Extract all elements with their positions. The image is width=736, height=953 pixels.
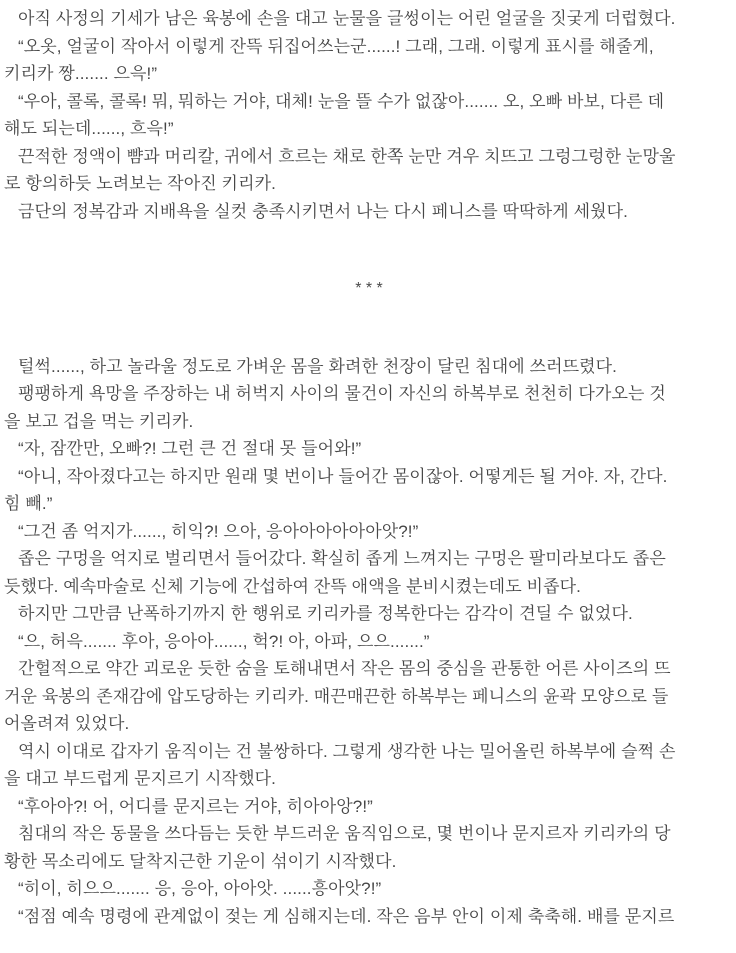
text-line: “자, 잠깐만, 오빠?! 그런 큰 건 절대 못 들어와!”	[18, 439, 362, 458]
text-line: 아직 사정의 기세가 남은 육봉에 손을 대고 눈물을 글썽이는 어린 얼굴을 짓궂게 더럽혔다.	[18, 9, 676, 28]
text-line: 을 대고 부드럽게 문지르기 시작했다.	[4, 769, 276, 788]
text-line: 키리카 짱....... 으윽!”	[4, 64, 158, 83]
text-line: 침대의 작은 동물을 쓰다듬는 듯한 부드러운 움직임으로, 몇 번이나 문지르자 키리카의 당	[18, 824, 671, 843]
text-line: 황한 목소리에도 달착지근한 기운이 섞이기 시작했다.	[4, 851, 397, 871]
text-line: “그건 좀 억지가......, 히익?! 으아, 응아아아아아아앗?!”	[18, 521, 419, 541]
text-line: 팽팽하게 욕망을 주장하는 내 허벅지 사이의 물건이 자신의 하복부로 천천히 다가오는 것	[18, 384, 666, 403]
text-line: 끈적한 정액이 뺨과 머리칼, 귀에서 흐르는 채로 한쪽 눈만 겨우 치뜨고 그렁그렁한 눈망울	[18, 146, 676, 166]
text-line: “후아아?! 어, 어디를 문지르는 거야, 히아아앙?!”	[18, 796, 373, 816]
section-divider: * * *	[355, 280, 383, 297]
text-line: 을 보고 겁을 먹는 키리카.	[4, 411, 194, 431]
text-line: 좁은 구멍을 억지로 벌리면서 들어갔다. 확실히 좁게 느껴지는 구멍은 팔미라보다도 좁은	[18, 549, 666, 568]
paragraph-block	[4, 5, 734, 225]
text-line: 간헐적으로 약간 괴로운 듯한 숨을 토해내면서 작은 몸의 중심을 관통한 어른 사이즈의 뜨	[18, 659, 671, 678]
text-line: 해도 되는데......, 흐윽!”	[4, 119, 174, 138]
text-line: 털썩......, 하고 놀라울 정도로 가벼운 몸을 화려한 천장이 달린 침대에 쓰러뜨렸다.	[18, 356, 617, 376]
text-line: “아니, 작아졌다고는 하지만 원래 몇 번이나 들어간 몸이잖아. 어떻게든 될 거야. 자, 간다.	[18, 466, 668, 486]
paragraph-block	[4, 353, 734, 931]
text-line: “으, 허윽....... 후아, 응아아......, 헉?! 아, 아파, 으으.......”	[18, 631, 430, 651]
text-line: “점점 예속 명령에 관계없이 젖는 게 심해지는데. 작은 음부 안이 이제 축축해. 배를 문지르	[18, 906, 675, 926]
text-line: “오옷, 얼굴이 작아서 이렇게 잔뜩 뒤집어쓰는군......! 그래, 그래. 이렇게 표시를 해줄게,	[18, 36, 654, 56]
text-line: “히이, 히으으....... 응, 응아, 아아앗. ......흥아앗?!”	[18, 879, 382, 898]
text-line: 어올려져 있었다.	[4, 714, 130, 733]
text-line: 거운 육봉의 존재감에 압도당하는 키리카. 매끈매끈한 하복부는 페니스의 윤곽 모양으로 들	[4, 686, 669, 706]
text-line: 힘 빼.”	[4, 494, 53, 513]
text-line: 하지만 그만큼 난폭하기까지 한 행위로 키리카를 정복한다는 감각이 견딜 수 없었다.	[18, 604, 633, 623]
text-line: “우아, 콜록, 콜록! 뭐, 뭐하는 거야, 대체! 눈을 뜰 수가 없잖아....... 오, 오빠 바보, 다른 데	[18, 91, 665, 111]
text-line: 로 항의하듯 노려보는 작아진 키리카.	[4, 174, 276, 193]
text-line: 역시 이대로 갑자기 움직이는 건 불쌍하다. 그렇게 생각한 나는 밀어올린 하복부에 슬쩍 손	[18, 741, 676, 761]
text-line: 듯했다. 예속마술로 신체 기능에 간섭하여 잔뜩 애액을 분비시켰는데도 비좁다.	[4, 576, 581, 596]
text-line: 금단의 정복감과 지배욕을 실컷 충족시키면서 나는 다시 페니스를 딱딱하게 세웠다.	[18, 201, 628, 221]
